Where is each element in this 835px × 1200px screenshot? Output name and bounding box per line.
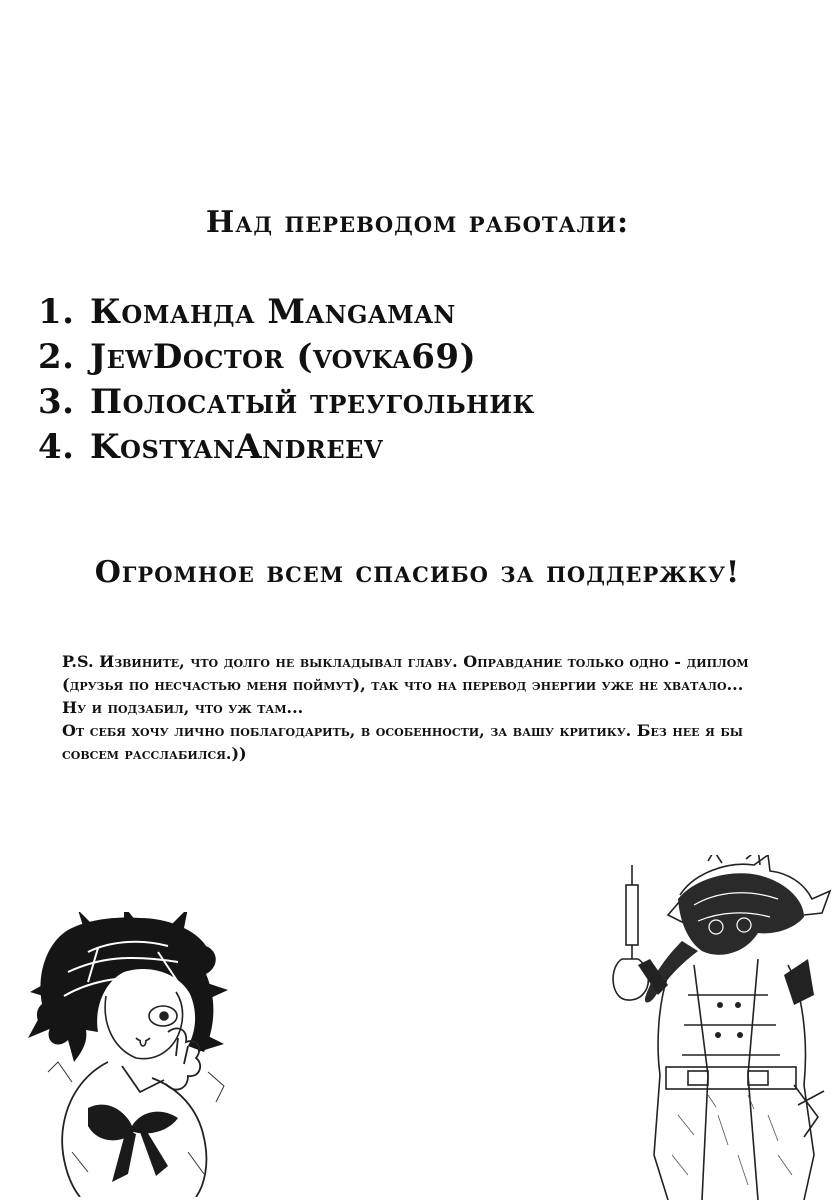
credit-item: [38, 290, 535, 335]
thanks-banner: Огромное всем спасибо за поддержку!: [94, 555, 741, 590]
postscript-line: От себя хочу лично поблагодарить, в особенности, за вашу критику. Без нее я бы совсем расслабился.)): [62, 721, 743, 763]
credits-list: [38, 290, 535, 470]
manga-girl-illustration: [28, 912, 253, 1197]
credit-number: 4.: [38, 427, 75, 467]
credit-name: Команда Mangaman: [90, 292, 456, 332]
credit-number: 1.: [38, 292, 75, 332]
credit-name: JewDoctor (vovka69): [90, 337, 477, 377]
credit-item: [38, 335, 535, 380]
page-heading: Над переводом работали:: [205, 205, 630, 240]
postscript-note: [62, 650, 797, 765]
credit-item: [38, 425, 535, 470]
postscript-line: P.S. Извините, что долго не выкладывал главу. Оправдание только одно - диплом (друзья по несчастью меня поймут), так что на перевод энергии уже не хватало...: [62, 652, 749, 694]
plague-doctor-illustration: [598, 855, 833, 1200]
credit-item: [38, 380, 535, 425]
credit-name: KostyanAndreev: [90, 427, 384, 467]
postscript-line: Ну и подзабил, что уж там...: [62, 698, 304, 717]
credit-name: Полосатый треугольник: [90, 382, 535, 422]
credit-number: 3.: [38, 382, 75, 422]
credit-number: 2.: [38, 337, 75, 377]
